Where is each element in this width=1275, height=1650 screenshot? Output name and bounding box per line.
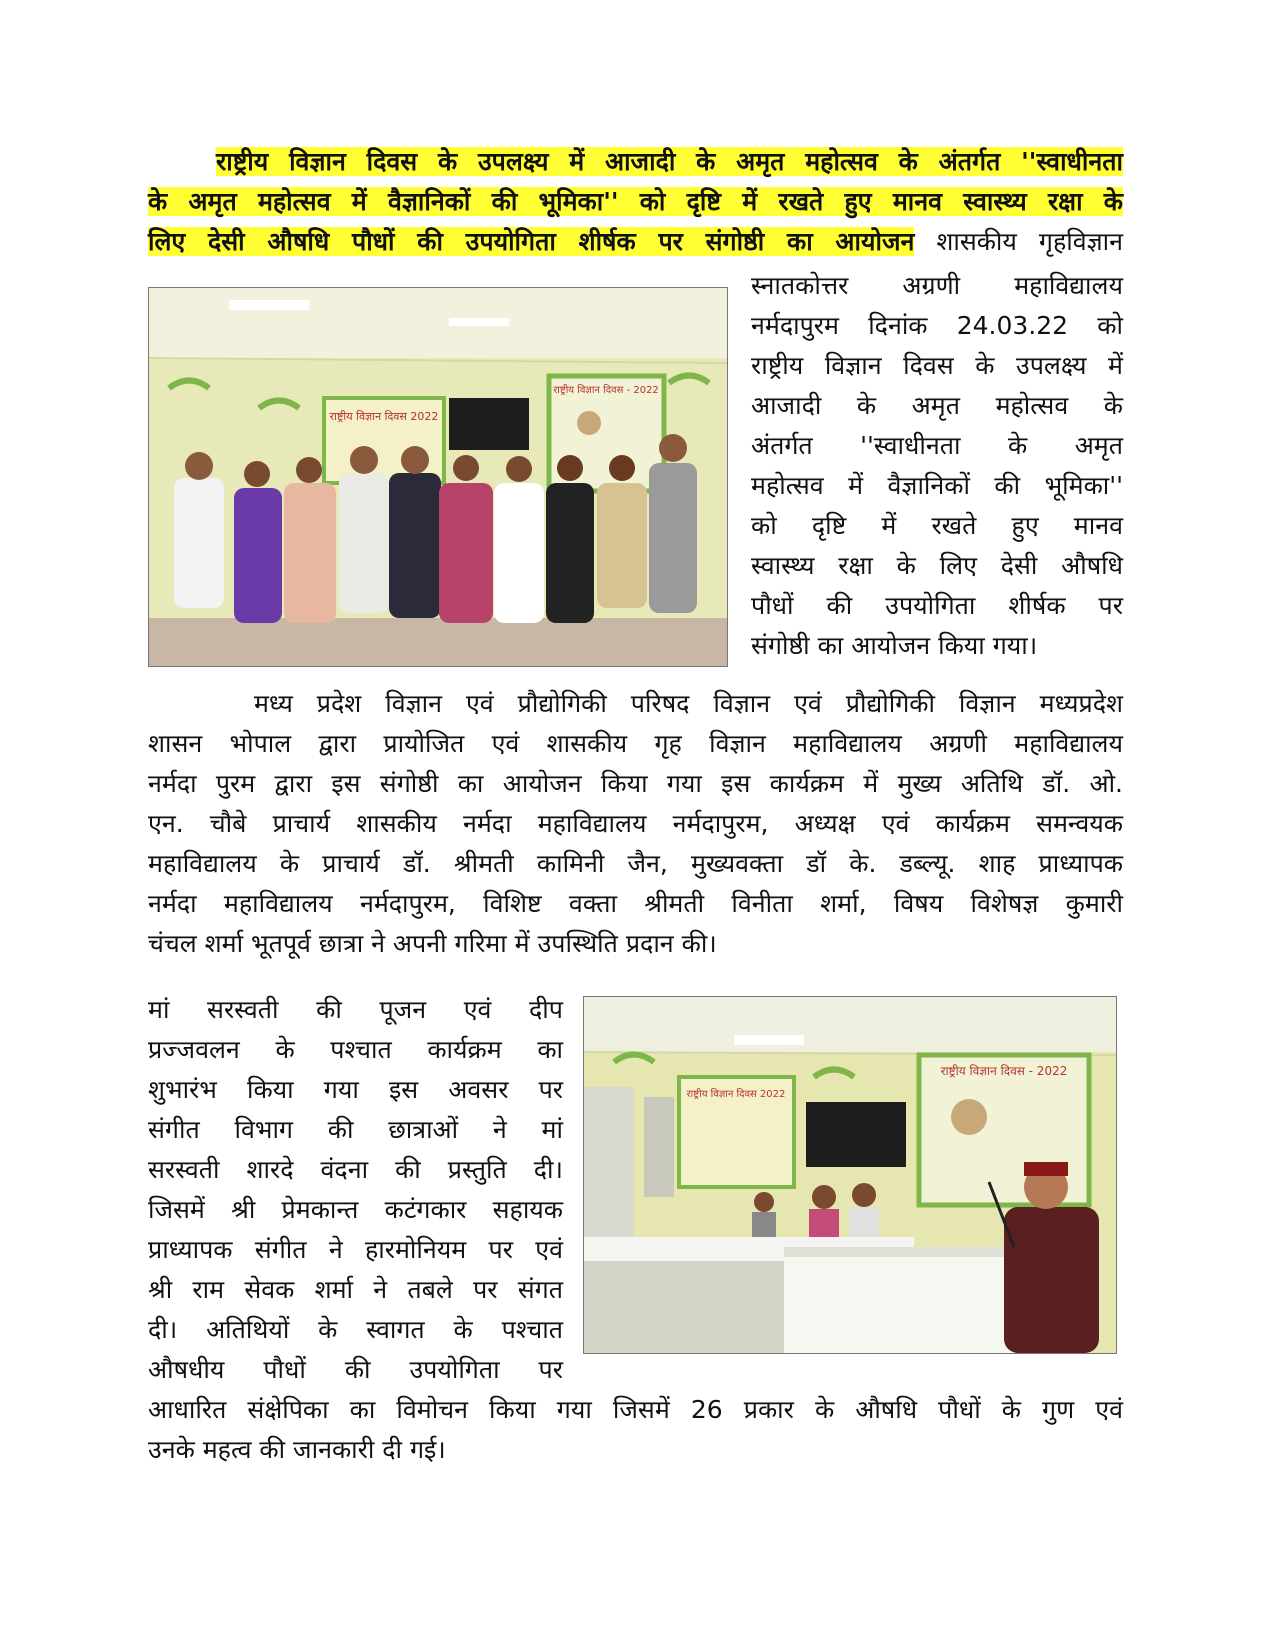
heading-line-3 xyxy=(148,222,1123,262)
heading-line-2 xyxy=(148,182,1123,222)
speaker-photo-image xyxy=(584,997,1116,1353)
intro-line-7: को दृष्टि में रखते हुए मानव xyxy=(751,511,1123,540)
group-photo xyxy=(148,287,728,667)
para3-line-2: प्रज्जवलन के पश्चात कार्यक्रम का xyxy=(148,1035,563,1064)
main-banner-title: राष्ट्रीय विज्ञान दिवस - 2022 xyxy=(940,1064,1068,1078)
intro-line-1: स्नातकोत्तर अग्रणी महाविद्यालय xyxy=(751,271,1123,300)
intro-line-10: संगोष्ठी का आयोजन किया गया। xyxy=(751,631,1038,660)
intro-line-3: राष्ट्रीय विज्ञान दिवस के उपलक्ष्य में xyxy=(751,351,1123,380)
intro-line-6: महोत्सव में वैज्ञानिकों की भूमिका'' xyxy=(751,471,1123,500)
para3-line-9: दी। अतिथियों के स्वागत के पश्चात xyxy=(148,1315,563,1344)
para3-line-7: प्राध्यापक संगीत ने हारमोनियम पर एवं xyxy=(148,1235,563,1264)
heading-highlight-1: राष्ट्रीय विज्ञान दिवस के उपलक्ष्य में आजादी के अमृत महोत्सव के अंतर्गत ''स्वाधीनता xyxy=(216,147,1123,176)
para2-line-5: महाविद्यालय के प्राचार्य डॉ. श्रीमती कामिनी जैन, मुख्यवक्ता डॉ के. डब्ल्यू. शाह प्राध्यापक xyxy=(148,849,1123,878)
para2-line-1 xyxy=(148,684,1123,724)
para3-line-5: सरस्वती शारदे वंदना की प्रस्तुति दी। xyxy=(148,1155,563,1184)
para2-line-2: शासन भोपाल द्वारा प्रायोजित एवं शासकीय गृह विज्ञान महाविद्यालय अग्रणी महाविद्यालय xyxy=(148,729,1123,758)
group-photo-image xyxy=(149,288,727,666)
heading-line-1 xyxy=(148,142,1123,182)
para2-line-4: एन. चौबे प्राचार्य शासकीय नर्मदा महाविद्यालय नर्मदापुरम, अध्यक्ष एवं कार्यक्रम समन्वयक xyxy=(148,809,1123,838)
intro-line-4: आजादी के अमृत महोत्सव के xyxy=(751,391,1123,420)
small-banner-title: राष्ट्रीय विज्ञान दिवस 2022 xyxy=(686,1089,786,1100)
para3-line-10: औषधीय पौधों की उपयोगिता पर xyxy=(148,1355,563,1384)
para3-line-8: श्री राम सेवक शर्मा ने तबले पर संगत xyxy=(148,1275,563,1304)
para3-line-6: जिसमें श्री प्रेमकान्त कटंगकार सहायक xyxy=(148,1195,563,1224)
heading-highlight-2: के अमृत महोत्सव में वैज्ञानिकों की भूमिका'' को दृष्टि में रखते हुए मानव स्वास्थ्य रक्षा के xyxy=(148,187,1123,216)
intro-line-9: पौधों की उपयोगिता शीर्षक पर xyxy=(751,591,1123,620)
para3-end-line-1: आधारित संक्षेपिका का विमोचन किया गया जिसमें 26 प्रकार के औषधि पौधों के गुण एवं xyxy=(148,1395,1123,1424)
intro-line-2: नर्मदापुरम दिनांक 24.03.22 को xyxy=(751,311,1123,340)
speaker-photo xyxy=(583,996,1117,1354)
heading-highlight-3: लिए देसी औषधि पौधों की उपयोगिता शीर्षक पर संगोष्ठी का आयोजन xyxy=(148,227,915,256)
para3-line-3: शुभारंभ किया गया इस अवसर पर xyxy=(148,1075,563,1104)
para3-line-1: मां सरस्वती की पूजन एवं दीप xyxy=(148,995,563,1024)
intro-line-5: अंतर्गत ''स्वाधीनता के अमृत xyxy=(751,431,1123,460)
left-banner-title: राष्ट्रीय विज्ञान दिवस 2022 xyxy=(329,410,439,423)
para2-line-1-text: मध्य प्रदेश विज्ञान एवं प्रौद्योगिकी परिषद विज्ञान एवं प्रौद्योगिकी विज्ञान मध्यप्रदेश xyxy=(230,689,1123,718)
para3-end-line-2: उनके महत्व की जानकारी दी गई। xyxy=(148,1435,446,1464)
para3-line-4: संगीत विभाग की छात्राओं ने मां xyxy=(148,1115,563,1144)
right-banner-title: राष्ट्रीय विज्ञान दिवस - 2022 xyxy=(553,385,659,396)
para2-line-3: नर्मदा पुरम द्वारा इस संगोष्ठी का आयोजन किया गया इस कार्यक्रम में मुख्य अतिथि डॉ. ओ. xyxy=(148,769,1123,798)
intro-line-8: स्वास्थ्य रक्षा के लिए देसी औषधि xyxy=(751,551,1123,580)
heading-line-3-rest: शासकीय गृहविज्ञान xyxy=(914,227,1123,256)
para2-line-7: चंचल शर्मा भूतपूर्व छात्रा ने अपनी गरिमा में उपस्थिति प्रदान की। xyxy=(148,929,717,958)
para2-line-6: नर्मदा महाविद्यालय नर्मदापुरम, विशिष्ट वक्ता श्रीमती विनीता शर्मा, विषय विशेषज्ञ कुमारी xyxy=(148,889,1123,918)
